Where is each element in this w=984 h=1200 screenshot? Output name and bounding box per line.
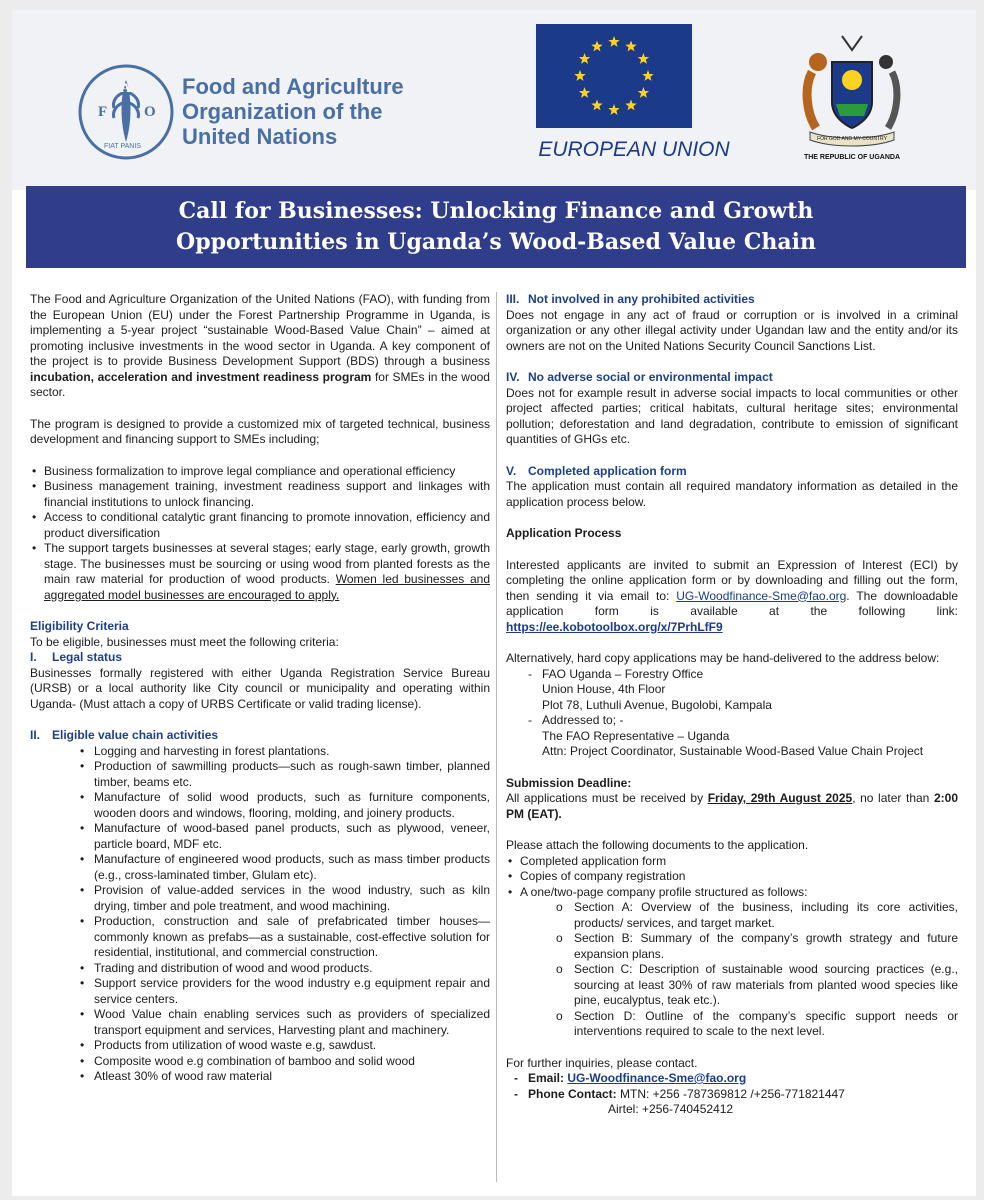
list-item — [506, 1071, 958, 1087]
address-line: Union House, 4th Floor — [542, 682, 666, 696]
deadline-text-part: , no later than — [852, 791, 930, 805]
email-label: Email: — [528, 1071, 565, 1085]
list-item: • Manufacture of engineered wood products, such as mass timber products (e.g., cross-laminated timber, Glulam etc). — [80, 852, 490, 883]
intro-text: for SMEs in the wood sector. — [30, 369, 490, 399]
list-item: • Manufacture of solid wood products, such as furniture components, wooden doors and windows, flooring, molding, and joinery products. — [80, 790, 490, 821]
fao-motto: FIAT PANIS — [104, 143, 141, 150]
list-item: • Logging and harvesting in forest plantations. — [80, 744, 490, 760]
section-title: No adverse social or environmental impact — [528, 370, 773, 384]
list-item — [30, 541, 490, 603]
list-item: • Production, construction and sale of prefabricated timber houses—commonly known as prefabs—as a sustainable, cost-effective solution for residential, institutional, and commercial construction. — [80, 914, 490, 961]
section-number: V. — [506, 463, 517, 478]
application-email-link[interactable]: UG-Woodfinance-Sme@fao.org — [676, 588, 847, 603]
impact-heading — [506, 370, 958, 386]
section-title: Legal status — [52, 650, 123, 664]
section-title: Completed application form — [528, 463, 687, 478]
documents-list — [506, 854, 958, 901]
fao-name-line: Organization of the — [182, 99, 383, 124]
title-line: Opportunities in Uganda’s Wood-Based Value Chain — [176, 229, 816, 255]
legal-status-heading — [30, 650, 490, 666]
application-process-heading: Application Process — [506, 526, 622, 540]
list-item — [506, 667, 958, 683]
section-title: Not involved in any prohibited activities — [528, 292, 755, 306]
section-number: II. — [30, 728, 41, 742]
support-list — [30, 464, 490, 604]
section-number: I. — [30, 650, 37, 664]
impact-text: Does not for example result in adverse social impacts to local communities or other project affected parties; critical habitats, cultural heritage sites; environmental pollution; deforestation and land degradation, contribute to emission of significant quantities of GHGs etc. — [506, 385, 958, 446]
deadline-text-part: All applications must be received by — [506, 791, 704, 805]
intro-text: The Food and Agriculture Organization of the United Nations (FAO), with funding from the European Union (EU) under the Forest Partnership Programme in Uganda, is implementing a 5-year project “sustainable Wood-Based Value Chain” – aimed at promoting inclusive investments in the wood sector in Uganda. A key component of the project is to provide Business Development Support (BDS) through a business — [30, 292, 490, 368]
list-item: • Business formalization to improve legal compliance and operational efficiency — [30, 464, 490, 480]
fao-letter-o: O — [144, 104, 156, 120]
documents-intro: Please attach the following documents to the application. — [506, 838, 809, 852]
eligibility-intro: To be eligible, businesses must meet the following criteria: — [30, 634, 339, 649]
fao-logo-icon — [76, 62, 176, 162]
address-line: - FAO Uganda – Forestry Office — [542, 666, 704, 681]
section-title: Eligible value chain activities — [52, 728, 219, 742]
document-page — [12, 10, 976, 1196]
column-divider — [496, 292, 497, 1182]
fao-letter-a: A — [121, 80, 131, 95]
list-item: o Section D: Outline of the company’s specific support needs or interventions required to scale to the next level. — [556, 1009, 958, 1040]
process-text: Interested applicants are invited to submit an Expression of Interest (ECI) by completing the online application form or by downloading and filling out the form, then sending it via email to: — [506, 557, 958, 603]
list-item-text: The support targets businesses at several stages; early stage, early growth, growth stage. The businesses must be sourcing or using wood from planted forests as the main raw material for production of wood products. — [44, 541, 490, 586]
list-item: • Wood Value chain enabling services such as providers of specialized transport equipment and services, Harvesting plant and machinery. — [80, 1007, 490, 1038]
address-list — [506, 667, 958, 760]
legal-status-text: Businesses formally registered with either Uganda Registration Service Bureau (URSB) or a local authority like City council or municipality and operating within Uganda- (Must attach a copy of URBS Certificate or valid trading license). — [30, 665, 490, 711]
list-item: • Composite wood e.g combination of bamboo and solid wood — [80, 1054, 490, 1070]
list-item: • A one/two-page company profile structured as follows: — [506, 885, 958, 901]
prohibited-heading — [506, 292, 958, 308]
list-item: • Copies of company registration — [506, 869, 958, 885]
fao-name-line: Food and Agriculture — [182, 74, 404, 99]
list-item — [506, 1087, 958, 1103]
logo-header — [12, 10, 976, 190]
process-text: . The downloadable application form is available at the following link: — [506, 588, 958, 618]
kobotoolbox-link[interactable]: https://ee.kobotoolbox.org/x/7PrhLfF9 — [506, 619, 723, 634]
women-led-note: Women led businesses and aggregated model businesses are encouraged to apply. — [44, 572, 490, 602]
eu-flag-icon — [536, 24, 692, 128]
deadline-date: Friday, 29th August 2025 — [707, 791, 853, 805]
list-item: • Completed application form — [506, 854, 958, 870]
uganda-label: THE REPUBLIC OF UGANDA — [803, 154, 901, 161]
address-line: Plot 78, Luthuli Avenue, Bugolobi, Kampala — [542, 697, 772, 712]
right-column — [506, 292, 958, 1118]
list-item: • Access to conditional catalytic grant financing to promote innovation, efficiency and product diversification — [30, 510, 490, 541]
list-item: • Trading and distribution of wood and wood products. — [80, 961, 490, 977]
intro-bold-text: incubation, acceleration and investment readiness program — [30, 369, 372, 384]
fao-name-line: United Nations — [182, 124, 338, 149]
profile-sections-list — [506, 900, 958, 1040]
title-banner — [26, 186, 966, 268]
left-column — [30, 292, 490, 1085]
section-number: III. — [506, 292, 520, 306]
contact-list — [506, 1071, 958, 1102]
address-line: The FAO Representative – Uganda — [542, 728, 730, 743]
fao-letter-f: F — [98, 104, 108, 120]
application-process-text — [506, 558, 958, 636]
form-heading — [506, 464, 958, 480]
list-item: • Business management training, investment readiness support and linkages with financial institutions to unlock financing. — [30, 479, 490, 510]
contact-email-link[interactable]: UG-Woodfinance-Sme@fao.org — [567, 1071, 747, 1085]
contact-intro: For further inquiries, please contact. — [506, 1055, 698, 1070]
list-item: • Support service providers for the wood industry e.g equipment repair and service centers. — [80, 976, 490, 1007]
phone-airtel: Airtel: +256-740452412 — [608, 1102, 734, 1116]
deadline-time: 2:00 PM (EAT). — [506, 791, 958, 821]
section-number: IV. — [506, 370, 520, 384]
list-item: • Production of sawmilling products—such as rough-sawn timber, planned timber, beams etc. — [80, 759, 490, 790]
prohibited-text: Does not engage in any act of fraud or corruption or is involved in a criminal organization or any other illegal activity under Ugandan law and the entity and/or its owners are not on the United Nations Security Council Sanctions List. — [506, 307, 958, 353]
activities-list — [30, 744, 490, 1085]
list-item: • Atleast 30% of wood raw material — [80, 1069, 490, 1085]
address-line: - Addressed to; - — [542, 713, 624, 727]
form-text: The application must contain all required mandatory information as detailed in the application process below. — [506, 479, 958, 509]
list-item: o Section C: Description of sustainable wood sourcing practices (e.g., sourcing at least 30% of raw materials from planted wood species like pine, eucalyptus, teak etc.). — [556, 962, 958, 1009]
program-paragraph: The program is designed to provide a customized mix of targeted technical, business development and financing support to SMEs including; — [30, 416, 490, 446]
intro-paragraph — [30, 292, 490, 401]
list-item: o Section B: Summary of the company’s growth strategy and future expansion plans. — [556, 931, 958, 962]
deadline-text — [506, 791, 958, 822]
hard-copy-text: Alternatively, hard copy applications may be hand-delivered to the address below: — [506, 651, 940, 665]
list-item: o Section A: Overview of the business, including its core activities, products/ services, and target market. — [556, 900, 958, 931]
value-chain-heading — [30, 728, 490, 744]
deadline-heading: Submission Deadline: — [506, 775, 632, 790]
list-item: • Products from utilization of wood waste e.g, sawdust. — [80, 1038, 490, 1054]
phone-label: Phone Contact: — [528, 1086, 617, 1101]
eligibility-heading: Eligibility Criteria — [30, 619, 129, 633]
eu-label: EUROPEAN UNION — [538, 138, 730, 161]
list-item: • Provision of value-added services in the wood industry, such as kiln drying, timber and pole treatment, and wood machining. — [80, 883, 490, 914]
fao-name — [182, 74, 404, 149]
title-line: Call for Businesses: Unlocking Finance and Growth — [178, 198, 814, 224]
address-line: Attn: Project Coordinator, Sustainable Wood-Based Value Chain Project — [542, 744, 924, 758]
uganda-motto: FOR GOD AND MY COUNTRY — [817, 136, 887, 142]
phone-mtn: MTN: +256 -787369812 /+256-771821447 — [620, 1086, 845, 1101]
uganda-coat-of-arms-icon — [782, 32, 922, 152]
list-item: • Manufacture of wood-based panel products, such as plywood, veneer, particle board, MDF etc. — [80, 821, 490, 852]
list-item — [506, 713, 958, 729]
